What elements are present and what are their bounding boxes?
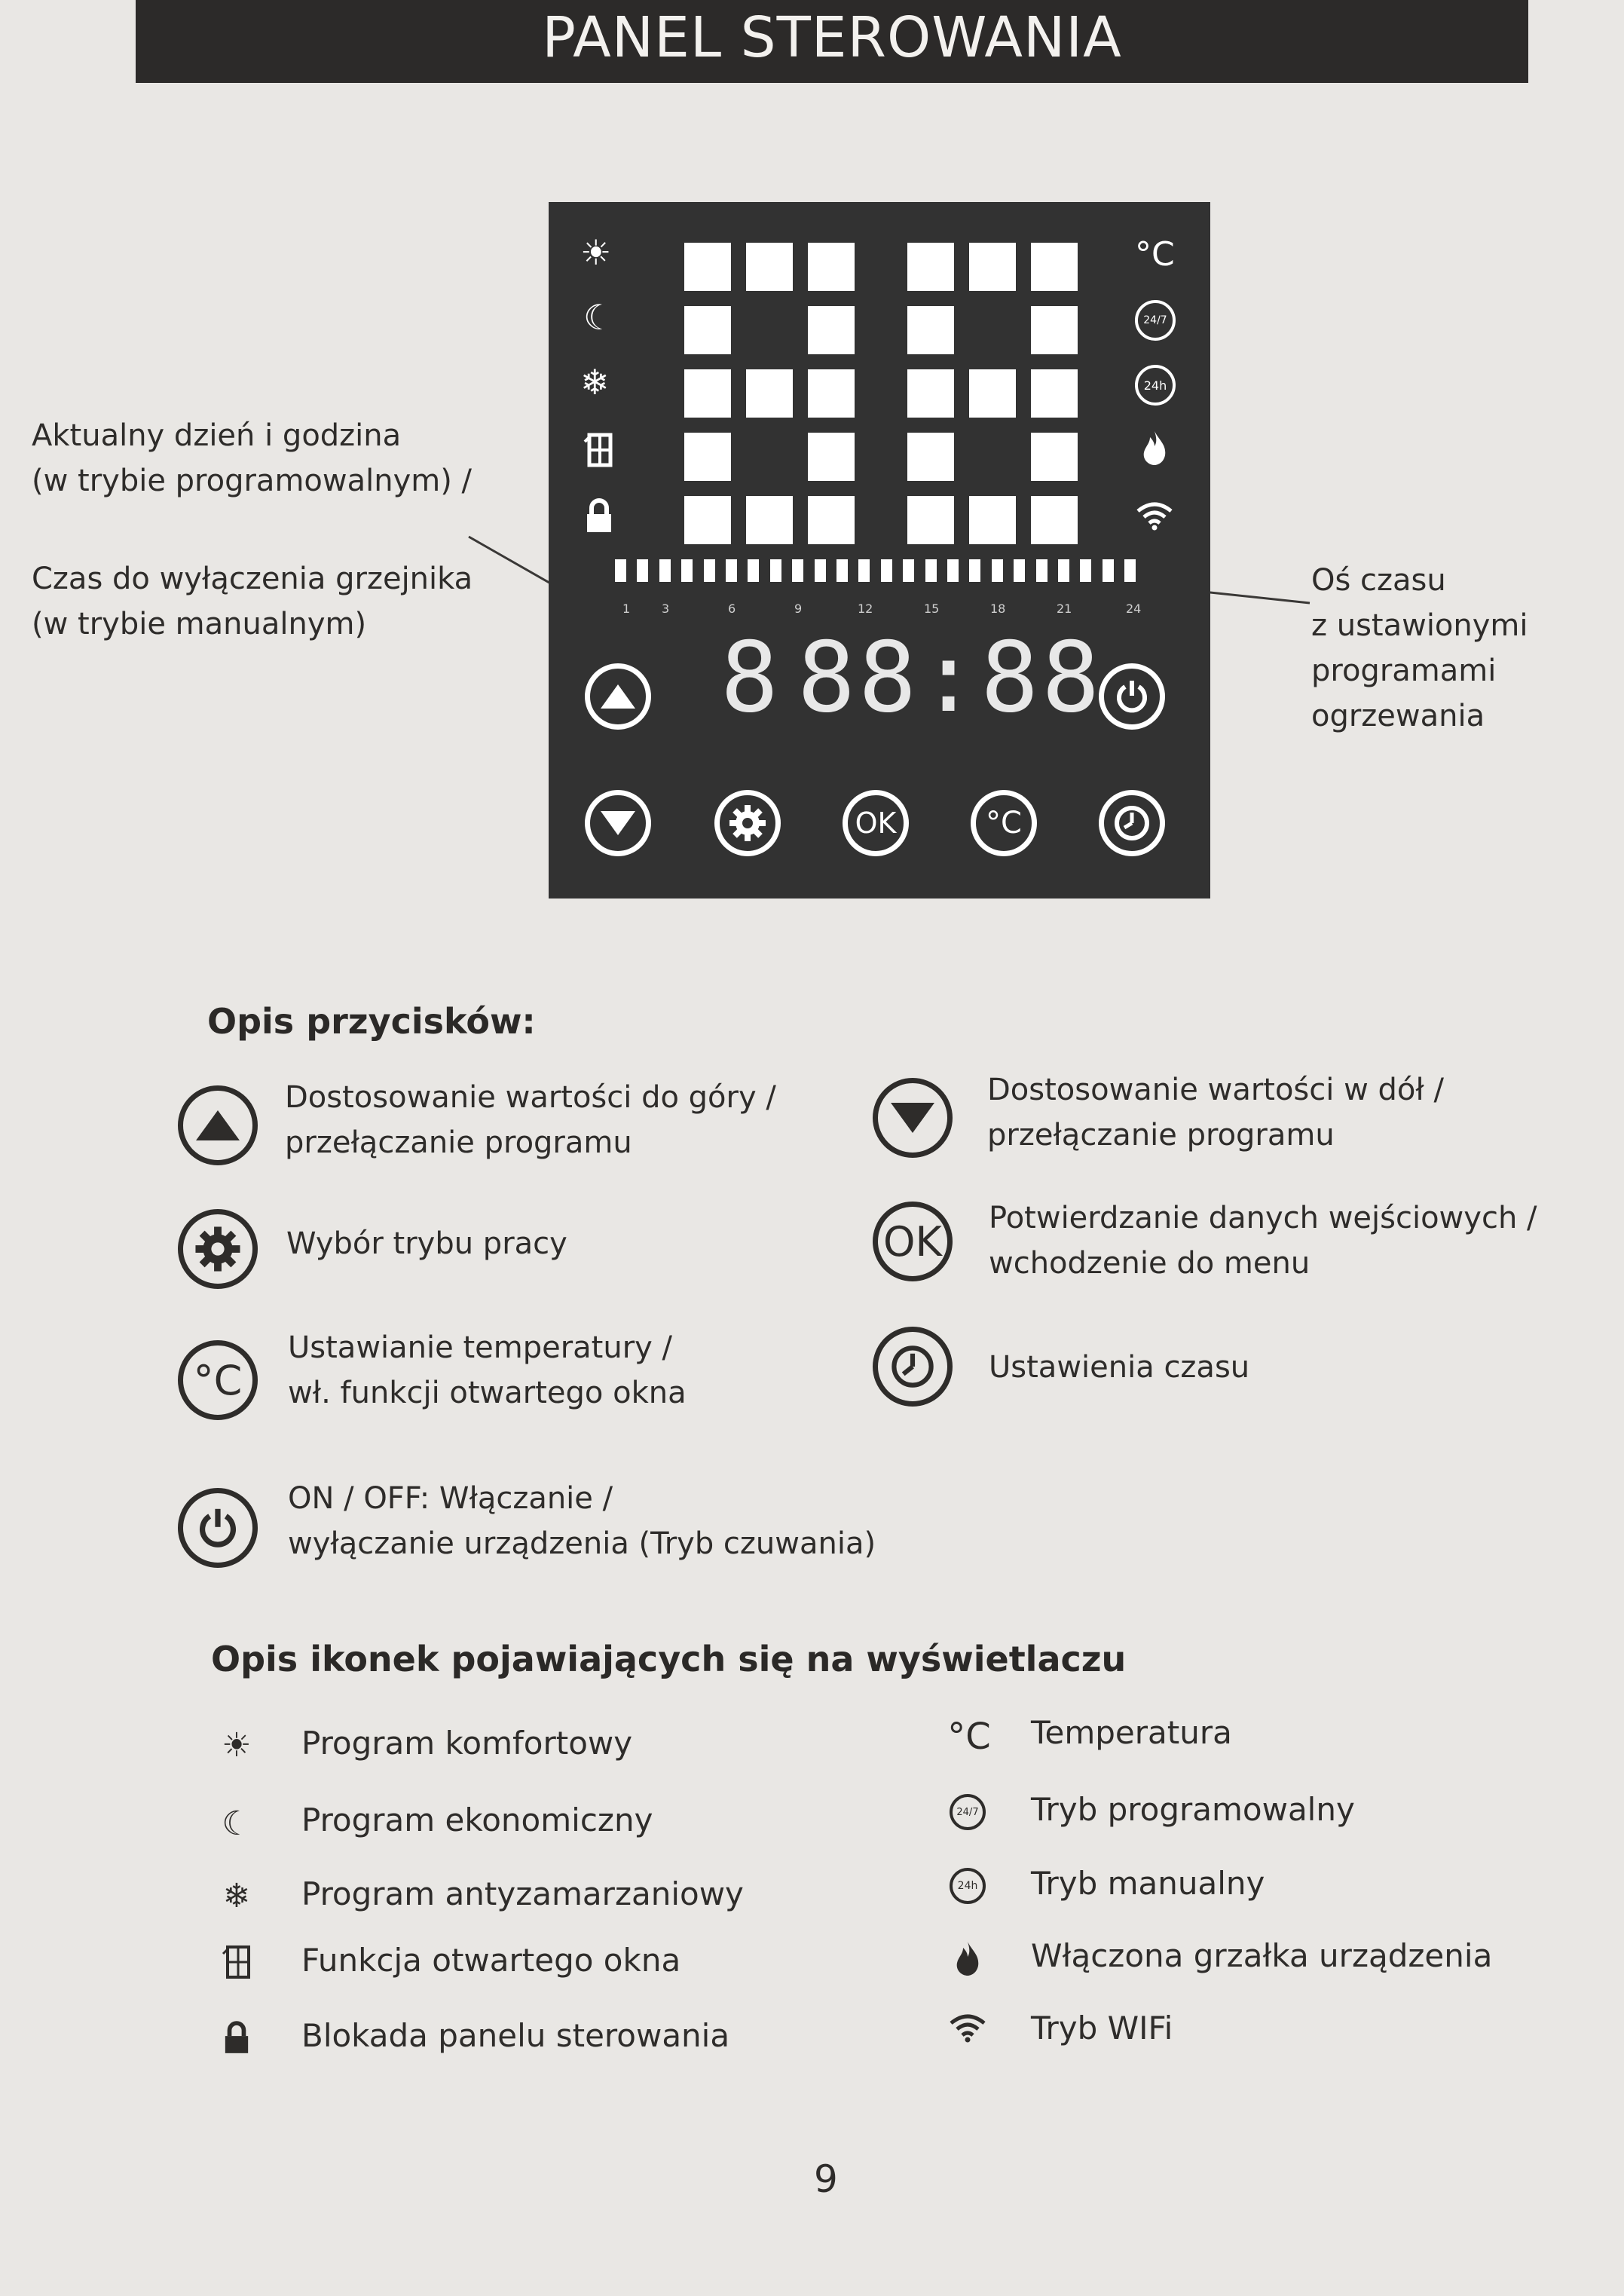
down-arrow-icon — [873, 1078, 953, 1158]
sun-icon: ☀ — [222, 1726, 252, 1765]
clock-display: 88:88 — [797, 622, 1103, 734]
segment — [907, 433, 954, 481]
timeline-tick: 3 — [662, 602, 670, 616]
timeline-segment — [770, 559, 781, 582]
lock-icon — [223, 2020, 250, 2058]
timeline-segment — [881, 559, 892, 582]
segment — [684, 243, 731, 291]
up-arrow-icon — [178, 1085, 258, 1165]
timeline-segment — [1080, 559, 1091, 582]
icon-description: Temperatura — [1031, 1714, 1232, 1751]
timeline-segment — [1124, 559, 1136, 582]
sun-icon: ☀ — [580, 232, 612, 273]
icon-description: Tryb programowalny — [1031, 1791, 1355, 1828]
timeline-segment — [637, 559, 648, 582]
control-panel-display — [549, 202, 1210, 899]
icon-description: Tryb WIFi — [1031, 2010, 1173, 2047]
programmable-mode-icon: 24/7 — [950, 1794, 986, 1830]
manual-mode-icon: 24h — [1135, 365, 1176, 406]
ok-button-description: Potwierdzanie danych wejściowych / wchodzenie do menu — [989, 1201, 1537, 1281]
clock-icon — [873, 1327, 953, 1407]
down-button[interactable] — [585, 790, 651, 856]
segment — [746, 369, 793, 418]
temperature-button-description: Ustawianie temperatury / wł. funkcji otwartego okna — [288, 1330, 687, 1410]
timeline-segment — [992, 559, 1003, 582]
timeline-segment — [748, 559, 759, 582]
segment — [907, 369, 954, 418]
time-settings-button[interactable] — [1099, 790, 1165, 856]
segment — [808, 306, 855, 354]
flame-icon — [953, 1940, 983, 1979]
timeline-segment — [1058, 559, 1069, 582]
timeline-tick: 18 — [990, 602, 1006, 616]
wifi-icon — [1135, 501, 1174, 534]
up-button[interactable] — [585, 663, 651, 730]
up-button-description: Dostosowanie wartości do góry / przełączanie programu — [285, 1080, 776, 1160]
timeline-segment — [1014, 559, 1025, 582]
segment — [746, 243, 793, 291]
segment — [907, 306, 954, 354]
wifi-icon — [948, 2013, 987, 2046]
flame-icon — [1139, 430, 1170, 471]
icon-description: Program komfortowy — [301, 1725, 633, 1762]
timeline-tick: 9 — [794, 602, 803, 616]
power-button-description: ON / OFF: Włączanie / wyłączanie urządzenia (Tryb czuwania) — [288, 1481, 876, 1561]
segment — [1031, 496, 1078, 544]
timeline-tick: 24 — [1126, 602, 1142, 616]
gear-icon — [178, 1209, 258, 1289]
timeline-tick: 1 — [622, 602, 631, 616]
down-button-description: Dostosowanie wartości w dół / przełączanie programu — [987, 1073, 1444, 1153]
segment — [808, 433, 855, 481]
timeline-segment — [815, 559, 826, 582]
moon-icon: ☾ — [222, 1805, 252, 1843]
segment — [1031, 306, 1078, 354]
timeline-segment — [726, 559, 737, 582]
timeline-segment — [1036, 559, 1047, 582]
timeline-segment — [659, 559, 671, 582]
segment — [684, 496, 731, 544]
segment — [907, 496, 954, 544]
segment — [1031, 243, 1078, 291]
day-digit: 8 — [720, 622, 782, 734]
power-icon — [178, 1488, 258, 1568]
icon-description: Funkcja otwartego okna — [301, 1942, 681, 1979]
callout-timeline: Oś czasu z ustawionymi programami ogrzewania — [1311, 563, 1528, 733]
timeline-segment — [858, 559, 870, 582]
timeline-tick: 6 — [728, 602, 736, 616]
segment — [1031, 369, 1078, 418]
page-number: 9 — [814, 2157, 838, 2201]
icons-section-title: Opis ikonek pojawiających się na wyświetlaczu — [211, 1639, 1127, 1679]
segment — [969, 243, 1016, 291]
timeline-segment — [925, 559, 937, 582]
page-header: PANEL STEROWANIA — [136, 0, 1528, 83]
time-settings-description: Ustawienia czasu — [989, 1350, 1250, 1385]
segment — [808, 496, 855, 544]
icon-description: Włączona grzałka urządzenia — [1031, 1937, 1493, 1974]
segment — [746, 496, 793, 544]
timeline-segment — [836, 559, 848, 582]
segment — [684, 433, 731, 481]
snowflake-icon: ❄ — [580, 362, 610, 403]
timeline-tick: 12 — [858, 602, 873, 616]
mode-button-description: Wybór trybu pracy — [286, 1226, 567, 1261]
timeline-segment — [681, 559, 693, 582]
callout-time-to-off: Czas do wyłączenia grzejnika (w trybie manualnym) — [32, 562, 473, 641]
icon-description: Blokada panelu sterowania — [301, 2017, 730, 2054]
moon-icon: ☾ — [583, 297, 615, 338]
icon-description: Tryb manualny — [1031, 1865, 1265, 1902]
buttons-section-title: Opis przycisków: — [207, 1001, 536, 1042]
segment — [969, 496, 1016, 544]
manual-mode-icon: 24h — [950, 1868, 986, 1904]
timeline-segment — [1103, 559, 1114, 582]
callout-current-day-time: Aktualny dzień i godzina (w trybie programowalnym) / — [32, 418, 473, 498]
lock-icon — [585, 497, 613, 537]
open-window-icon — [583, 433, 613, 470]
timeline-segment — [792, 559, 803, 582]
segment — [907, 243, 954, 291]
celsius-icon: °C — [947, 1716, 991, 1758]
segment — [808, 369, 855, 418]
temperature-button[interactable]: °C — [971, 790, 1037, 856]
timeline-tick: 21 — [1057, 602, 1072, 616]
icon-description: Program antyzamarzaniowy — [301, 1875, 744, 1912]
open-window-icon — [222, 1945, 252, 1982]
icon-description: Program ekonomiczny — [301, 1802, 653, 1838]
segment — [969, 369, 1016, 418]
power-button[interactable] — [1099, 663, 1165, 730]
mode-button[interactable] — [714, 790, 781, 856]
segment — [1031, 433, 1078, 481]
celsius-icon: °C — [178, 1340, 258, 1420]
segment — [684, 306, 731, 354]
timeline-segment — [615, 559, 626, 582]
timeline-segment — [947, 559, 959, 582]
celsius-icon: °C — [1135, 235, 1175, 274]
programmable-mode-icon: 24/7 — [1135, 300, 1176, 341]
timeline-bar — [615, 559, 1145, 585]
segment — [808, 243, 855, 291]
ok-icon: OK — [873, 1202, 953, 1281]
timeline-segment — [704, 559, 715, 582]
snowflake-icon: ❄ — [222, 1877, 251, 1915]
ok-button[interactable]: OK — [843, 790, 909, 856]
timeline-tick: 15 — [924, 602, 940, 616]
timeline-segment — [903, 559, 914, 582]
timeline-segment — [969, 559, 980, 582]
segment — [684, 369, 731, 418]
